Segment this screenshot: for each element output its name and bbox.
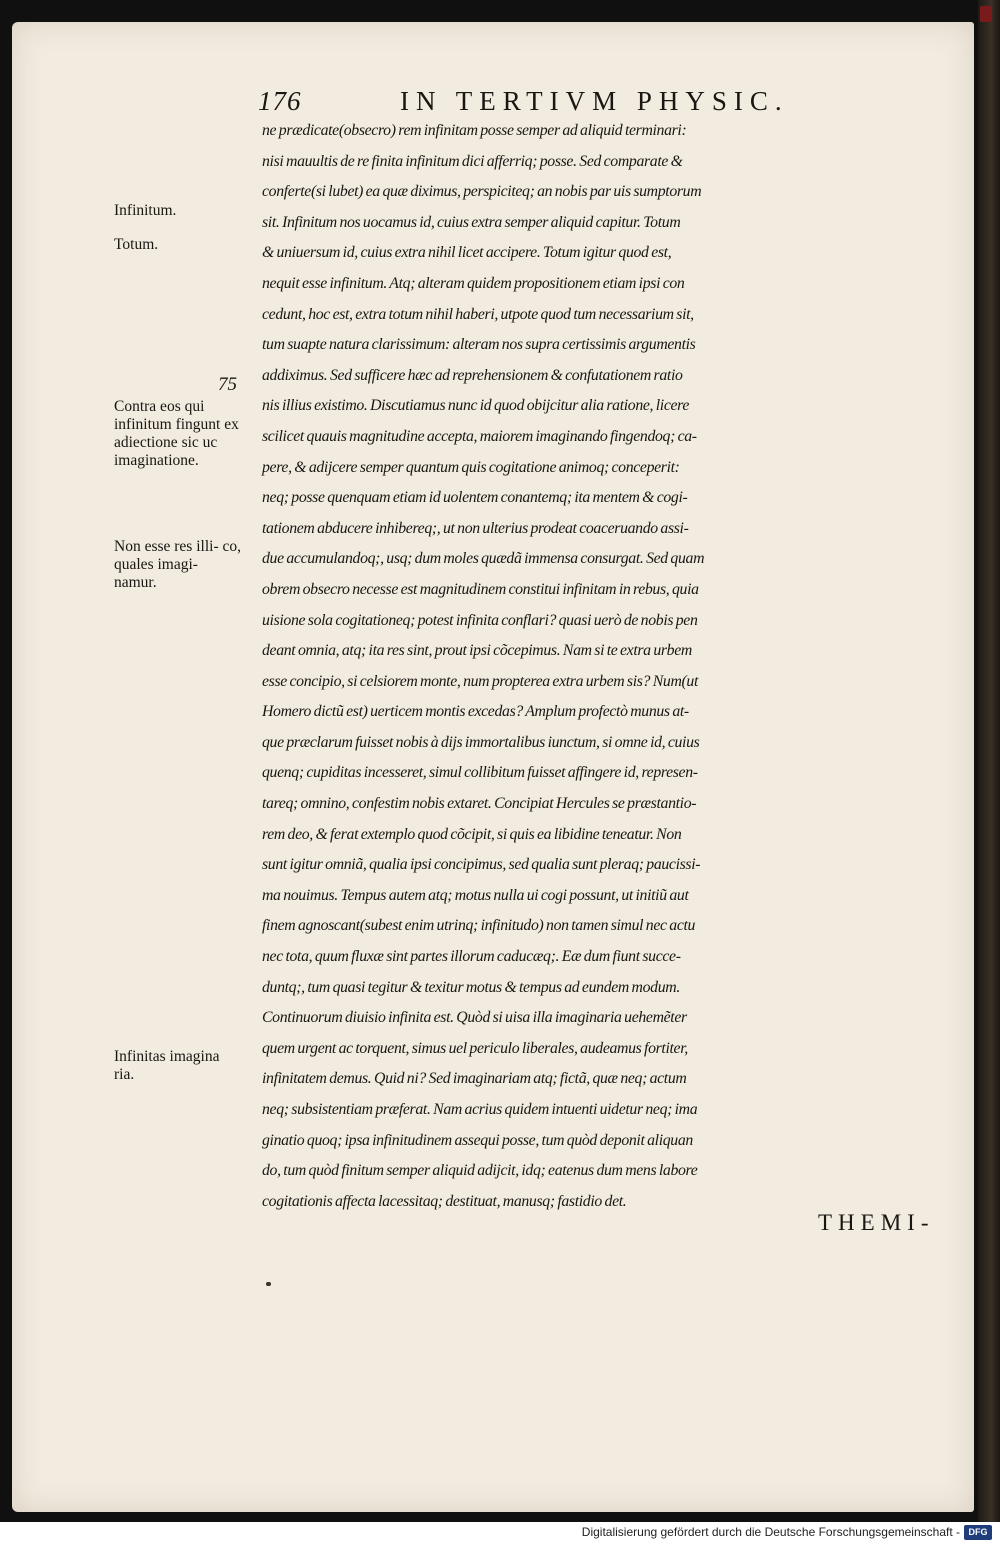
text-line: cogitationis affecta lacessitaq; destituat, manusq; fastidio det.: [262, 1192, 627, 1210]
text-line: do, tum quòd finitum semper aliquid adijcit, idq; eatenus dum mens labore: [262, 1162, 698, 1180]
text-line: due accumulandoq;, usq; dum moles quædã immensa consurgat. Sed quam: [262, 550, 705, 568]
text-line: & uniuersum id, cuius extra nihil licet accipere. Totum igitur quod est,: [262, 244, 672, 262]
text-line: obrem obsecro necesse est magnitudinem constitui infinitam in rebus, quia: [262, 580, 699, 598]
text-line: ma nouimus. Tempus autem atq; motus nulla ui cogi possunt, ut initiũ aut: [262, 886, 689, 904]
dfg-logo: DFG: [964, 1525, 992, 1540]
body-text: [262, 116, 982, 1217]
margin-note-contra-eos: Contra eos qui infinitum fingunt ex adiectione sic uc imaginatione.: [114, 398, 239, 469]
text-line: quem urgent ac torquent, simus uel periculo liberales, audeamus fortiter,: [262, 1039, 688, 1057]
catchword: THEMI-: [818, 1210, 935, 1235]
text-line: pere, & adijcere semper quantum quis cogitatione animoq; conceperit:: [262, 458, 680, 476]
text-line: tareq; omnino, confestim nobis extaret. Concipiat Hercules se præstantio-: [262, 795, 697, 813]
text-line: nequit esse infinitum. Atq; alteram quidem propositionem etiam ipsi con: [262, 274, 685, 292]
text-line: nec tota, quum fluxæ sint partes illorum caducæq;. Eæ dum fiunt succe-: [262, 948, 681, 966]
text-line: nis illius existimo. Discutiamus nunc id quod obijcitur alia ratione, licere: [262, 397, 690, 415]
running-head: [258, 80, 818, 120]
text-line: uisione sola cogitationeq; potest infinita conflari? quasi uerò de nobis pen: [262, 611, 698, 629]
section-number: 75: [218, 374, 237, 395]
margin-note-non-esse-res: Non esse res illi- co, quales imagi- namur.: [114, 538, 241, 591]
footer-credit: Digitalisierung gefördert durch die Deutsche Forschungsgemeinschaft -: [581, 1525, 960, 1539]
footer-bar: [0, 1522, 1000, 1544]
text-line: addiximus. Sed sufficere hæc ad reprehensionem & confutationem ratio: [262, 366, 683, 384]
margin-note-infinitas: Infinitas imagina ria.: [114, 1048, 220, 1083]
ink-speck: [266, 1282, 271, 1286]
text-line: tum suapte natura clarissimum: alteram nos supra certissimis argumentis: [262, 336, 696, 354]
text-line: deant omnia, atq; ita res sint, prout ipsi cõcepimus. Nam si te extra urbem: [262, 642, 692, 660]
text-line: nisi mauultis de re finita infinitum dici afferriq; posse. Sed comparate &: [262, 152, 683, 170]
text-line: ginatio quoq; ipsa infinitudinem assequi posse, tum quòd deponit aliquan: [262, 1131, 693, 1149]
text-line: que præclarum fuisset nobis à dijs immortalibus iunctum, si omne id, cuius: [262, 733, 700, 751]
margin-note-infinitum: Infinitum.: [114, 202, 177, 219]
text-line: conferte(si lubet) ea quæ diximus, perspiciteq; an nobis par uis sumptorum: [262, 183, 702, 201]
text-line: neq; posse quenquam etiam id uolentem conantemq; ita mentem & cogi-: [262, 489, 688, 507]
text-line: neq; subsistentiam præferat. Nam acrius quidem intuenti uidetur neq; ima: [262, 1101, 698, 1118]
text-line: Continuorum diuisio infinita est. Quòd si uisa illa imaginaria uehemẽter: [262, 1009, 687, 1027]
text-line: cedunt, hoc est, extra totum nihil haberi, utpote quod tum necessarium sit,: [262, 305, 694, 323]
text-line: finem agnoscant(subest enim utrinq; infinitudo) non tamen simul nec actu: [262, 917, 696, 935]
text-line: infinitatem demus. Quid ni? Sed imaginariam atq; fictã, quæ neq; actum: [262, 1070, 687, 1088]
text-line: esse concipio, si celsiorem monte, num propterea extra urbem sis? Num(ut: [262, 672, 698, 690]
binding-marker: [980, 6, 992, 22]
text-line: sit. Infinitum nos uocamus id, cuius extra semper aliquid capitur. Totum: [262, 213, 681, 231]
text-line: scilicet quauis magnitudine accepta, maiorem imaginando fingendoq; ca-: [262, 427, 697, 445]
running-title: IN TERTIVM PHYSIC.: [400, 86, 789, 116]
text-line: Homero dictũ est) uerticem montis excedas? Amplum profectò munus at-: [262, 703, 689, 721]
text-line: quenq; cupiditas incesseret, simul collibitum fuisset affingere id, represen-: [262, 764, 698, 782]
margin-note-totum: Totum.: [114, 236, 159, 253]
text-line: rem deo, & ferat extemplo quod cõcipit, si quis ea libidine teneatur. Non: [262, 825, 682, 843]
text-line: duntq;, tum quasi tegitur & texitur motus & tempus ad eundem modum.: [262, 978, 680, 996]
text-line: sunt igitur omniã, qualia ipsi concipimus, sed qualia sunt pleraq; paucissi-: [262, 856, 701, 874]
text-line: tationem abducere inhibereq;, ut non ulterius prodeat coaceruando assi-: [262, 519, 689, 537]
page-number: 176: [258, 86, 302, 116]
text-line: ne prædicate(obsecro) rem infinitam posse semper ad aliquid terminari:: [262, 122, 687, 139]
